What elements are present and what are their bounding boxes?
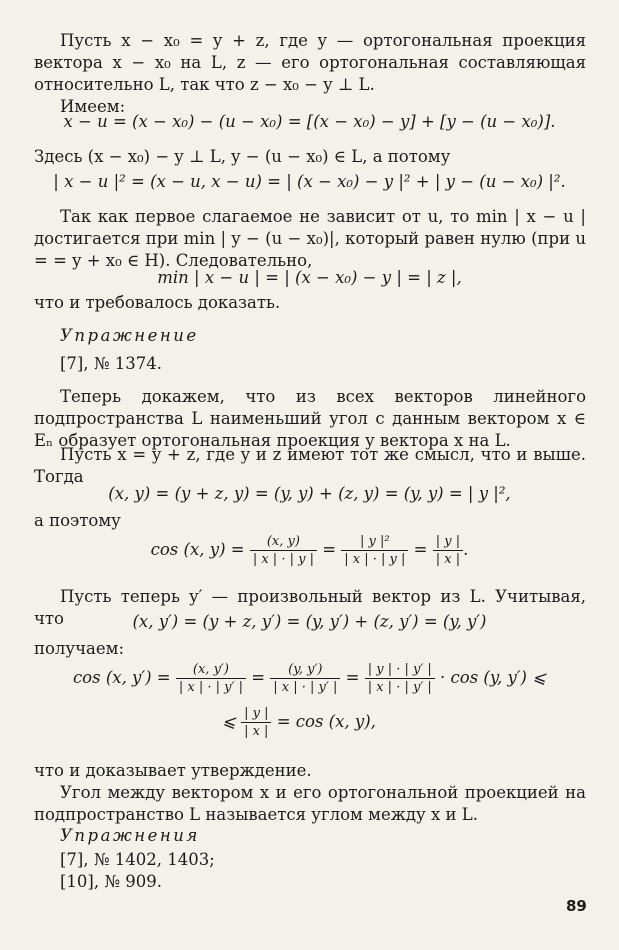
exercise-reference-1: [7], № 1402, 1403;	[60, 850, 215, 869]
paragraph-we-have: Имеем:	[60, 97, 126, 116]
fraction: $\frac{(x, y)}{| x | \cdot | y |}$	[250, 534, 317, 567]
exercise-reference: [7], № 1374.	[60, 354, 162, 373]
fraction: $\frac{\text{| y |²}}{| x | \cdot | y |}$	[341, 534, 408, 567]
equation-inequality: ⩽ $\frac{| y |}{| x |}$ = cos (x, y),	[222, 706, 376, 739]
equation-inner-product: (x, y) = (y + z, y) = (y, y) + (z, y) = (y, y) = | y |²,	[108, 484, 511, 503]
equation-inner-product-prime: (x, y′) = (y + z, y′) = (y, y′) + (z, y′) = (y, y′)	[132, 612, 487, 631]
equation-min-distance: min | x − u | = | (x − x₀) − y | = | z |,	[157, 268, 462, 287]
paragraph-projection-definition: Пусть x − x₀ = y + z, где y — ортогональная проекция вектора x − x₀ на L, z — его ортогональная составляющая относительно L, так что z − x₀ − y ⊥ L.	[34, 31, 586, 94]
paragraph-qed: что и требовалось доказать.	[34, 293, 281, 312]
exercise-heading: Упражнение	[60, 326, 199, 345]
page-number: 89	[566, 897, 587, 915]
paragraph-proves-statement: что и доказывает утверждение.	[34, 761, 312, 780]
paragraph-therefore: а поэтому	[34, 511, 121, 530]
exercises-heading: Упражнения	[60, 826, 200, 845]
paragraph-angle-definition: Угол между вектором x и его ортогональной проекцией на подпространство L называется углом между x и L.	[34, 783, 586, 824]
paragraph-minimum: Так как первое слагаемое не зависит от u, то min | x − u | достигается при min | y − (u − x₀)|, который равен нулю (при u = = y + x₀ ∈ H). Следовательно,	[34, 207, 586, 270]
paragraph-let-x: Пусть x = y + z, где y и z имеют тот же смысл, что и выше. Тогда	[34, 445, 586, 486]
paragraph-arbitrary-vector: Пусть теперь y′ — произвольный вектор из L. Учитывая, что	[34, 587, 586, 628]
paragraph-here: Здесь (x − x₀) − y ⊥ L, y − (u − x₀) ∈ L, а потому	[34, 147, 451, 166]
fraction: $\frac{| y | \cdot | y' |}{| x | \cdot | y' |}$	[365, 662, 435, 695]
exercise-reference-2: [10], № 909.	[60, 872, 162, 891]
fraction: $\frac{(y, y')}{| x | \cdot | y' |}$	[270, 662, 340, 695]
fraction: $\frac{| y |}{| x |}$	[433, 534, 463, 567]
equation-cosine-prime: cos (x, y′) = $\frac{(x, y')}{| x | \cdot | y' |}$ = $\frac{(y, y')}{| x | \cdot | y' |}$ = $\frac{| y | \cdot | y' |}{| x | \cdot | y' |}$ · cos (y, y′) ⩽	[72, 662, 547, 695]
paragraph-smallest-angle: Теперь докажем, что из всех векторов линейного подпространства L наименьший угол с данным вектором x ∈ Eₙ образует ортогональная проекция y вектора x на L.	[34, 387, 586, 450]
equation-cosine: cos (x, y) = $\frac{(x, y)}{| x | \cdot | y |}$ = $\frac{\text{| y |²}}{| x | \cdot | y |}$ = $\frac{| y |}{| x |}$ .	[150, 534, 469, 567]
equation-decomposition: x − u = (x − x₀) − (u − x₀) = [(x − x₀) − y] + [y − (u − x₀)].	[63, 112, 556, 131]
paragraph-we-get: получаем:	[34, 639, 125, 658]
equation-norm-squared: | x − u |² = (x − u, x − u) = | (x − x₀) − y |² + | y − (u − x₀) |².	[53, 172, 566, 191]
fraction: $\frac{(x, y')}{| x | \cdot | y' |}$	[176, 662, 246, 695]
fraction: $\frac{| y |}{| x |}$	[241, 706, 271, 739]
